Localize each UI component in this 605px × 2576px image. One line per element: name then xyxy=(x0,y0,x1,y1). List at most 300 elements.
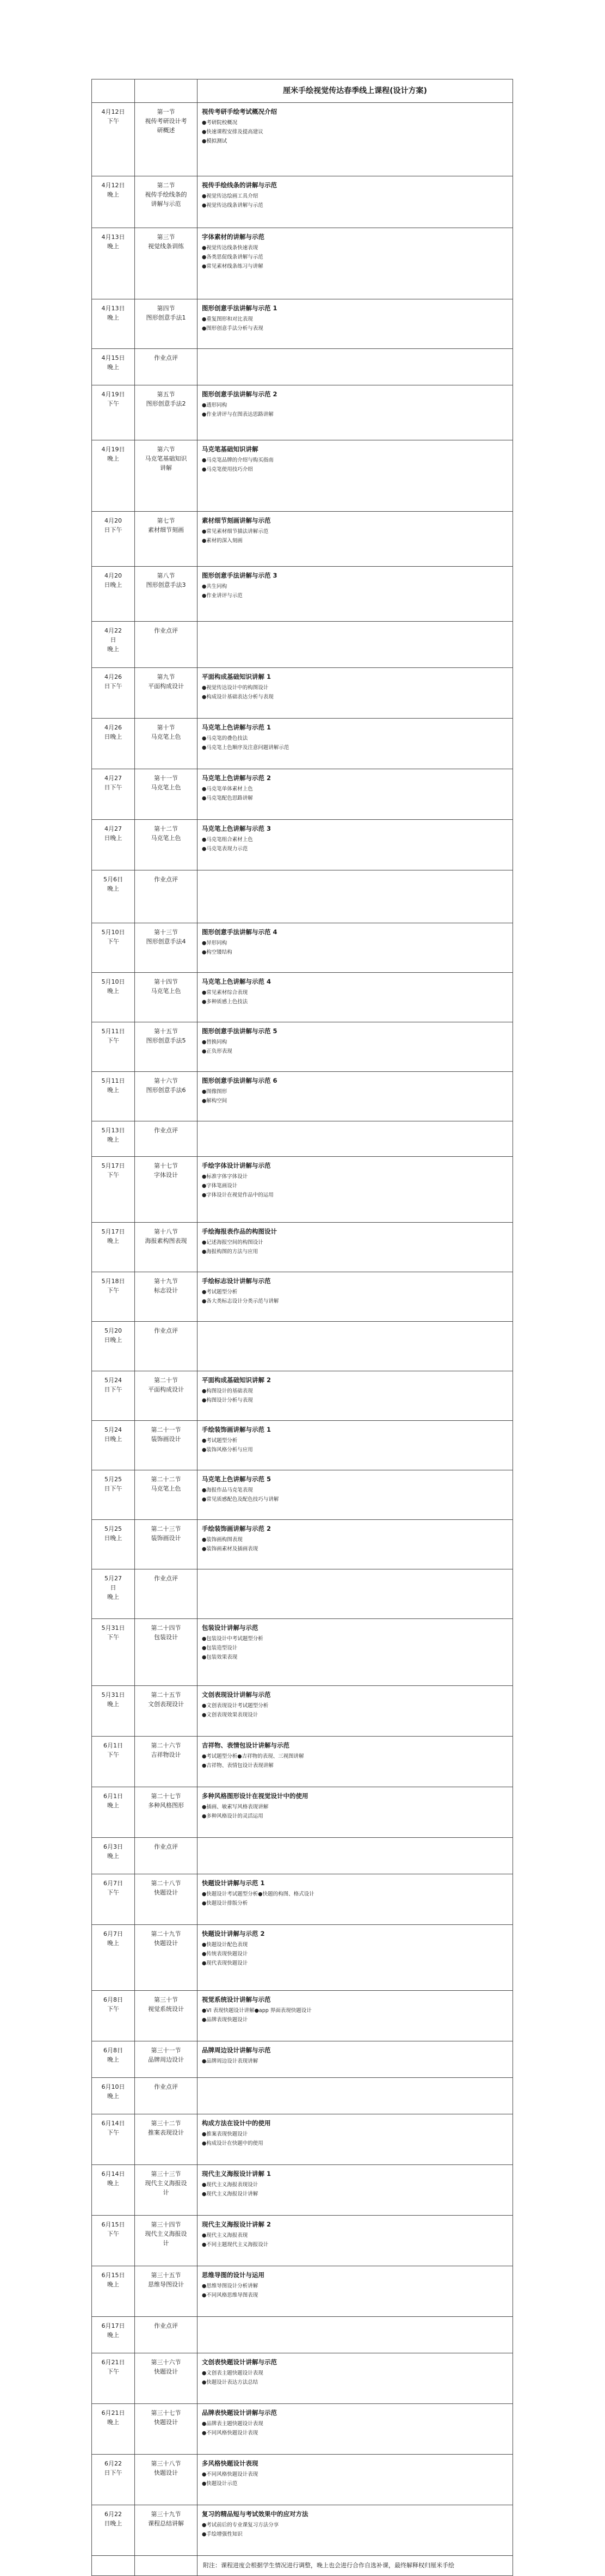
session-cell xyxy=(135,1686,197,1737)
date-text: 5月17日 xyxy=(101,1162,125,1169)
content-cell xyxy=(197,299,513,349)
session-cell xyxy=(135,1223,197,1272)
topic-point: ●模拟测试 xyxy=(202,138,227,144)
content-cell xyxy=(197,1991,513,2041)
date-text: 6月10日 xyxy=(101,2083,125,2090)
content-cell xyxy=(197,973,513,1022)
date-text: 下午 xyxy=(107,1287,119,1294)
content-cell xyxy=(197,820,513,870)
date-cell xyxy=(92,1322,135,1371)
content-cell xyxy=(197,2317,513,2353)
session-text: 第二十六节 xyxy=(151,1742,181,1749)
session-text: 第三节 xyxy=(157,234,175,241)
session-text: 快题设计 xyxy=(154,2469,178,2476)
date-text: 4月20 xyxy=(104,517,122,524)
topic-point: ●常见素材细节描法讲解示范 xyxy=(202,529,269,535)
date-text: 6月7日 xyxy=(103,1930,123,1937)
topic-title: 马克笔上色讲解与示范 3 xyxy=(202,825,271,832)
date-text: 晚上 xyxy=(107,2332,119,2339)
session-text: 视觉系统设计 xyxy=(148,2005,184,2013)
session-text: 马克笔上色 xyxy=(151,988,181,995)
schedule-row xyxy=(92,769,513,820)
topic-point: ●VI 表现快题设计讲解●app 界面表现快题设计 xyxy=(202,2008,312,2014)
topic-point: ●考试前后的专业课复习方法分享 xyxy=(202,2522,279,2528)
date-cell xyxy=(92,622,135,668)
topic-point: ●构图设计的基础表现 xyxy=(202,1388,253,1394)
blank-cell xyxy=(135,2556,197,2576)
topic-point: ●常见素材综合表现 xyxy=(202,990,248,996)
topic-title: 马克笔上色讲解与示范 1 xyxy=(202,723,271,731)
session-cell xyxy=(135,1470,197,1520)
topic-point: ●透形同构 xyxy=(202,402,227,408)
session-text: 马克笔上色 xyxy=(151,733,181,740)
session-text: 第二十九节 xyxy=(151,1930,181,1937)
topic-point: ●考试题型分析 xyxy=(202,1438,238,1444)
topic-point: ●吉祥物、表情包设计表现讲解 xyxy=(202,1763,274,1769)
topic-title: 品牌表快题设计讲解与示范 xyxy=(202,2409,277,2416)
schedule-row xyxy=(92,2266,513,2317)
session-text: 快题设计 xyxy=(154,1889,178,1896)
date-text: 晚上 xyxy=(107,2419,119,2426)
session-text: 作业点评 xyxy=(154,627,178,634)
date-text: 晚上 xyxy=(107,2056,119,2063)
topic-title: 包装设计讲解与示范 xyxy=(202,1624,258,1632)
schedule-row xyxy=(92,299,513,349)
topic-point: ●手绘增强性知识 xyxy=(202,2531,243,2537)
date-text: 5月25 xyxy=(104,1476,122,1483)
date-cell xyxy=(92,2041,135,2078)
topic-point: ●考研院校概况 xyxy=(202,120,238,126)
date-text: 5月6日 xyxy=(103,876,123,883)
topic-title: 思维导图的设计与运用 xyxy=(202,2271,264,2279)
date-text: 下午 xyxy=(107,2368,119,2375)
topic-title: 多种风格图形设计在视觉设计中的使用 xyxy=(202,1792,308,1800)
schedule-row xyxy=(92,820,513,870)
session-cell xyxy=(135,1157,197,1223)
date-cell xyxy=(92,299,135,349)
content-cell xyxy=(197,1121,513,1157)
schedule-row xyxy=(92,1520,513,1569)
topic-point: ●装饰风格分析与应用 xyxy=(202,1447,253,1453)
date-text: 日晚上 xyxy=(104,835,122,842)
session-text: 第二十一节 xyxy=(151,1426,181,1433)
session-text: 图形创意手法4 xyxy=(146,938,186,945)
session-cell xyxy=(135,1022,197,1072)
schedule-row xyxy=(92,103,513,176)
schedule-row xyxy=(92,1371,513,1421)
content-cell xyxy=(197,1223,513,1272)
session-text: 素材细节刻画 xyxy=(148,526,184,533)
content-cell xyxy=(197,870,513,923)
schedule-row xyxy=(92,1991,513,2041)
topic-point: ●快题设计排版分析 xyxy=(202,1900,248,1906)
content-cell xyxy=(197,1737,513,1787)
date-text: 4月26 xyxy=(104,724,122,731)
date-cell xyxy=(92,1737,135,1787)
date-cell xyxy=(92,2404,135,2455)
date-text: 晚上 xyxy=(107,1701,119,1708)
date-text: 4月12日 xyxy=(101,108,125,115)
date-text: 晚上 xyxy=(107,1136,119,1143)
topic-title: 现代主义海报设计讲解 1 xyxy=(202,2170,271,2178)
schedule-row xyxy=(92,1686,513,1737)
topic-title: 视传手绘线条的讲解与示范 xyxy=(202,181,277,189)
session-cell xyxy=(135,2078,197,2114)
date-cell xyxy=(92,820,135,870)
content-cell xyxy=(197,668,513,719)
date-text: 晚上 xyxy=(107,1940,119,1947)
session-cell xyxy=(135,973,197,1022)
session-text: 第二十七节 xyxy=(151,1793,181,1800)
date-text: 5月13日 xyxy=(101,1127,125,1134)
date-text: 下午 xyxy=(107,2005,119,2013)
topic-title: 构成方法在设计中的使用 xyxy=(202,2119,271,2127)
date-cell xyxy=(92,2353,135,2404)
session-cell xyxy=(135,2216,197,2266)
session-text: 快题设计 xyxy=(154,1940,178,1947)
session-text: 第三十八节 xyxy=(151,2460,181,2467)
session-cell xyxy=(135,1925,197,1991)
schedule-row xyxy=(92,2216,513,2266)
date-text: 5月31日 xyxy=(101,1624,125,1632)
content-cell xyxy=(197,923,513,973)
date-text: 6月17日 xyxy=(101,2322,125,2329)
topic-point: ●字体设计在视觉作品中的运用 xyxy=(202,1192,274,1198)
date-cell xyxy=(92,176,135,228)
session-text: 视传考研设计考 xyxy=(145,118,187,125)
date-text: 6月21日 xyxy=(101,2409,125,2416)
session-text: 作业点评 xyxy=(154,2322,178,2329)
session-cell xyxy=(135,1569,197,1619)
schedule-row xyxy=(92,1022,513,1072)
topic-point: ●字体笔画设计 xyxy=(202,1183,238,1189)
topic-title: 文创表现设计讲解与示范 xyxy=(202,1691,271,1698)
topic-point: ●各大类标志设计分类示范与讲解 xyxy=(202,1298,279,1304)
session-text: 快题设计 xyxy=(154,2419,178,2426)
date-text: 晚上 xyxy=(107,1593,119,1600)
date-cell xyxy=(92,349,135,385)
date-text: 5月18日 xyxy=(101,1278,125,1285)
title-row xyxy=(92,79,513,103)
session-cell xyxy=(135,2505,197,2556)
date-cell xyxy=(92,1569,135,1619)
schedule-row xyxy=(92,1619,513,1686)
session-cell xyxy=(135,2041,197,2078)
session-text: 第三十四节 xyxy=(151,2221,181,2228)
session-text: 装饰画设计 xyxy=(151,1535,181,1542)
date-text: 晚上 xyxy=(107,1853,119,1860)
session-text: 第九节 xyxy=(157,673,175,680)
session-text: 第三十九节 xyxy=(151,2511,181,2518)
schedule-row xyxy=(92,1223,513,1272)
date-text: 晚上 xyxy=(107,364,119,371)
schedule-row xyxy=(92,1925,513,1991)
date-text: 6月3日 xyxy=(103,1843,123,1850)
topic-title: 图形创意手法讲解与示范 2 xyxy=(202,390,277,398)
session-cell xyxy=(135,1272,197,1322)
session-text: 推案表现设计 xyxy=(148,2129,184,2136)
schedule-row xyxy=(92,385,513,440)
schedule-row xyxy=(92,1157,513,1223)
topic-point: ●马克笔配色思路讲解 xyxy=(202,795,253,801)
date-text: 日下午 xyxy=(104,1485,122,1492)
topic-point: ●视觉传达线条快速表现 xyxy=(202,245,258,251)
date-text: 晚上 xyxy=(107,314,119,321)
topic-point: ●构空镂结构 xyxy=(202,949,232,955)
date-cell xyxy=(92,870,135,923)
date-text: 日下午 xyxy=(104,784,122,791)
topic-point: ●快题设计表达方法总结 xyxy=(202,2379,258,2385)
schedule-row xyxy=(92,870,513,923)
date-text: 5月25 xyxy=(104,1525,122,1532)
topic-title: 文创表快题设计讲解与示范 xyxy=(202,2358,277,2366)
schedule-row xyxy=(92,2455,513,2505)
date-text: 日晚上 xyxy=(104,733,122,740)
topic-point: ●视觉传达线条讲解与示范 xyxy=(202,203,263,208)
date-text: 晚上 xyxy=(107,191,119,198)
session-cell xyxy=(135,820,197,870)
topic-point: ●推案表现快题设计 xyxy=(202,2131,248,2137)
content-cell xyxy=(197,1925,513,1991)
date-text: 日晚上 xyxy=(104,1535,122,1542)
topic-point: ●马克笔组合素材上色 xyxy=(202,837,253,843)
topic-point: ●马克笔使用技巧介绍 xyxy=(202,467,253,473)
topic-point: ●不同风格思维导图表现 xyxy=(202,2292,258,2298)
topic-point: ●图像图形 xyxy=(202,1089,227,1095)
session-text: 课程总结讲解 xyxy=(148,2520,184,2527)
date-text: 下午 xyxy=(107,1037,119,1044)
date-cell xyxy=(92,103,135,176)
content-cell xyxy=(197,2266,513,2317)
schedule-row xyxy=(92,923,513,973)
session-text: 作业点评 xyxy=(154,1327,178,1334)
topic-title: 图形创意手法讲解与示范 1 xyxy=(202,304,277,312)
session-cell xyxy=(135,349,197,385)
session-text: 字体设计 xyxy=(154,1172,178,1179)
topic-point: ●品牌表现快题设计 xyxy=(202,2017,248,2023)
session-text: 作业点评 xyxy=(154,354,178,361)
topic-point: ●构图设计分析与表现 xyxy=(202,1397,253,1403)
date-text: 5月10日 xyxy=(101,978,125,985)
session-text: 第八节 xyxy=(157,572,175,579)
content-cell xyxy=(197,1371,513,1421)
session-cell xyxy=(135,2114,197,2165)
content-cell xyxy=(197,1022,513,1072)
content-cell xyxy=(197,1874,513,1925)
date-text: 6月15日 xyxy=(101,2272,125,2279)
content-cell xyxy=(197,2404,513,2455)
topic-title: 平面构成基础知识讲解 1 xyxy=(202,673,271,680)
session-text: 现代主义海报设 xyxy=(145,2180,187,2187)
topic-point: ●插画、敏素写风格表现讲解 xyxy=(202,1804,269,1810)
date-text: 下午 xyxy=(107,2129,119,2136)
date-text: 晚上 xyxy=(107,2093,119,2100)
session-text: 第二十节 xyxy=(154,1377,178,1384)
session-cell xyxy=(135,668,197,719)
session-text: 第二十二节 xyxy=(151,1476,181,1483)
topic-point: ●作业讲评与示范 xyxy=(202,593,243,599)
topic-title: 手绘装饰画讲解与示范 2 xyxy=(202,1525,271,1532)
date-text: 5月20 xyxy=(104,1327,122,1334)
date-cell xyxy=(92,1022,135,1072)
content-cell xyxy=(197,719,513,769)
topic-title: 多风格快题设计表现 xyxy=(202,2460,258,2467)
session-text: 计 xyxy=(163,2189,169,2196)
session-text: 第三十七节 xyxy=(151,2409,181,2416)
schedule-row xyxy=(92,1737,513,1787)
session-cell xyxy=(135,2353,197,2404)
date-text: 5月31日 xyxy=(101,1691,125,1698)
content-cell xyxy=(197,176,513,228)
date-text: 下午 xyxy=(107,400,119,407)
content-cell xyxy=(197,1686,513,1737)
content-cell xyxy=(197,1072,513,1121)
date-text: 晚上 xyxy=(107,243,119,250)
topic-point: ●文创表现效果表现设计 xyxy=(202,1712,258,1718)
session-cell xyxy=(135,512,197,567)
date-cell xyxy=(92,1874,135,1925)
date-text: 下午 xyxy=(107,1172,119,1179)
schedule-row xyxy=(92,1121,513,1157)
topic-point: ●包装造型设计 xyxy=(202,1645,238,1651)
session-text: 第十六节 xyxy=(154,1077,178,1084)
topic-point: ●快题设计示范 xyxy=(202,2481,238,2487)
schedule-row xyxy=(92,973,513,1022)
topic-title: 马克笔上色讲解与示范 4 xyxy=(202,978,271,985)
date-text: 晚上 xyxy=(107,988,119,995)
topic-title: 视觉系统设计讲解与示范 xyxy=(202,1996,271,2003)
schedule-row xyxy=(92,1072,513,1121)
topic-point: ●装饰画构图表现 xyxy=(202,1537,243,1543)
content-cell xyxy=(197,2455,513,2505)
content-cell xyxy=(197,1470,513,1520)
session-cell xyxy=(135,1787,197,1838)
schedule-row xyxy=(92,2078,513,2114)
session-text: 讲解与示范 xyxy=(151,200,181,207)
content-cell xyxy=(197,1322,513,1371)
date-text: 6月14日 xyxy=(101,2120,125,2127)
session-text: 第十八节 xyxy=(154,1228,178,1235)
session-cell xyxy=(135,923,197,973)
session-text: 第十一节 xyxy=(154,775,178,782)
session-text: 图形创意手法3 xyxy=(146,581,186,588)
content-cell xyxy=(197,567,513,622)
date-text: 日晚上 xyxy=(104,1436,122,1443)
date-text: 日 xyxy=(110,636,116,643)
session-text: 作业点评 xyxy=(154,876,178,883)
date-text: 日晚上 xyxy=(104,1336,122,1344)
topic-title: 平面构成基础知识讲解 2 xyxy=(202,1376,271,1384)
content-cell xyxy=(197,622,513,668)
topic-point: ●不同主题现代主义海报设计 xyxy=(202,2242,269,2248)
schedule-row xyxy=(92,2353,513,2404)
date-cell xyxy=(92,1925,135,1991)
date-text: 5月11日 xyxy=(101,1077,125,1084)
date-text: 4月26 xyxy=(104,673,122,680)
topic-point: ●装饰画素材及插画表现 xyxy=(202,1546,258,1552)
topic-point: ●常见素材线条练习与讲解 xyxy=(202,263,263,269)
topic-point: ●视觉传达绘画工具介绍 xyxy=(202,193,258,199)
date-text: 下午 xyxy=(107,118,119,125)
topic-point: ●常见质感配色及配色技巧与讲解 xyxy=(202,1496,279,1502)
content-cell xyxy=(197,769,513,820)
session-cell xyxy=(135,2455,197,2505)
date-cell xyxy=(92,1787,135,1838)
session-text: 平面构成设计 xyxy=(148,1386,184,1393)
session-text: 第十四节 xyxy=(154,978,178,985)
content-cell xyxy=(197,1157,513,1223)
date-text: 5月17日 xyxy=(101,1228,125,1235)
topic-title: 手绘海报表作品的构图设计 xyxy=(202,1228,277,1235)
session-cell xyxy=(135,440,197,512)
topic-title: 手绘字体设计讲解与示范 xyxy=(202,1162,271,1169)
session-text: 吉祥物设计 xyxy=(151,1751,181,1758)
date-text: 下午 xyxy=(107,938,119,945)
schedule-row xyxy=(92,1470,513,1520)
date-text: 日下午 xyxy=(104,683,122,690)
date-cell xyxy=(92,2114,135,2165)
topic-point: ●包装设计中考试题型分析 xyxy=(202,1636,263,1642)
session-text: 第三十三节 xyxy=(151,2170,181,2178)
session-text: 第二十五节 xyxy=(151,1691,181,1698)
schedule-row xyxy=(92,2114,513,2165)
topic-title: 品牌周边设计讲解与示范 xyxy=(202,2046,271,2054)
date-text: 6月15日 xyxy=(101,2221,125,2228)
session-text: 视觉线条训练 xyxy=(148,243,184,250)
content-cell xyxy=(197,1838,513,1874)
content-cell xyxy=(197,1619,513,1686)
session-cell xyxy=(135,1520,197,1569)
session-text: 作业点评 xyxy=(154,2083,178,2090)
topic-point: ●现代主义海报表现设计 xyxy=(202,2182,258,2188)
date-text: 6月7日 xyxy=(103,1880,123,1887)
topic-title: 素材细节刻画讲解与示范 xyxy=(202,517,271,524)
date-text: 晚上 xyxy=(107,1802,119,1809)
date-text: 4月22 xyxy=(104,627,122,634)
topic-point: ●共生同构 xyxy=(202,584,227,590)
schedule-row xyxy=(92,668,513,719)
date-text: 日下午 xyxy=(104,1386,122,1393)
date-text: 4月19日 xyxy=(101,446,125,453)
date-cell xyxy=(92,1072,135,1121)
topic-point: ●解构空间 xyxy=(202,1098,227,1104)
content-cell xyxy=(197,1520,513,1569)
content-cell xyxy=(197,385,513,440)
topic-title: 现代主义海报设计讲解 2 xyxy=(202,2221,271,2228)
date-text: 4月15日 xyxy=(101,354,125,361)
topic-point: ●海报构图的方法与应用 xyxy=(202,1249,258,1255)
topic-point: ●现代表现快题设计 xyxy=(202,1960,248,1966)
date-text: 6月8日 xyxy=(103,1996,123,2003)
topic-title: 吉祥物、表情包设计讲解与示范 xyxy=(202,1741,289,1749)
topic-title: 马克笔上色讲解与示范 2 xyxy=(202,774,271,782)
topic-point: ●现代主义海报设计讲解 xyxy=(202,2191,258,2197)
date-text: 下午 xyxy=(107,1889,119,1896)
session-text: 第六节 xyxy=(157,446,175,453)
topic-title: 图形创意手法讲解与示范 5 xyxy=(202,1027,277,1035)
content-cell xyxy=(197,2078,513,2114)
date-cell xyxy=(92,2505,135,2556)
topic-point: ●文创表现设计考试题型分析 xyxy=(202,1703,269,1709)
session-text: 第十五节 xyxy=(154,1028,178,1035)
session-text: 第三十六节 xyxy=(151,2359,181,2366)
session-text: 第七节 xyxy=(157,517,175,524)
date-text: 日下午 xyxy=(104,526,122,533)
schedule-row xyxy=(92,1322,513,1371)
content-cell xyxy=(197,2216,513,2266)
topic-point: ●作业讲评与在图表达思路讲解 xyxy=(202,412,274,418)
session-text: 作业点评 xyxy=(154,1127,178,1134)
